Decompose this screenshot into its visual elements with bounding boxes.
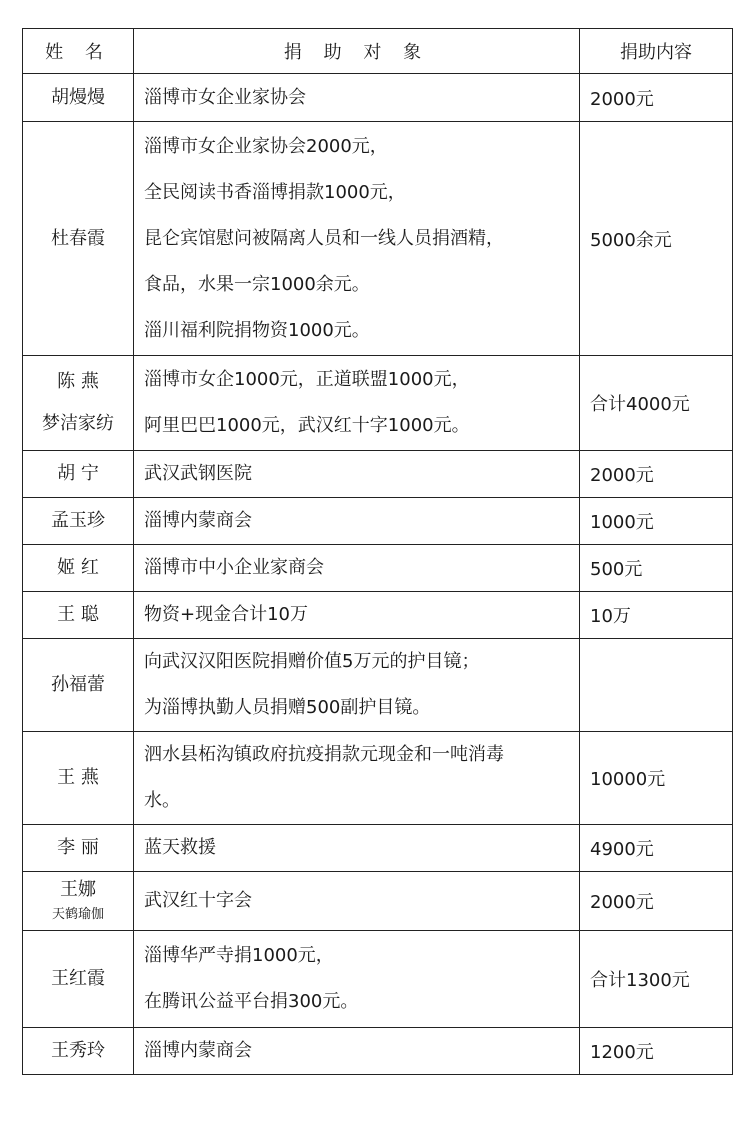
donor-org: 梦洁家纺 bbox=[42, 413, 114, 434]
recipient-line: 水。 bbox=[144, 790, 180, 811]
table-row bbox=[23, 356, 733, 451]
amount-cell: 合计1300元 bbox=[580, 931, 733, 1028]
donor-name-cell bbox=[23, 931, 134, 1028]
amount-cell: 500元 bbox=[580, 545, 733, 592]
table-row bbox=[23, 451, 733, 498]
amount-cell: 10万 bbox=[580, 592, 733, 639]
recipient-line: 在腾讯公益平台捐300元。 bbox=[144, 991, 359, 1012]
recipient-line: 武汉武钢医院 bbox=[144, 463, 252, 484]
header-name: 姓 名 bbox=[23, 29, 134, 74]
table-row bbox=[23, 545, 733, 592]
table-row bbox=[23, 498, 733, 545]
amount-cell: 2000元 bbox=[580, 872, 733, 931]
recipient-line: 淄博内蒙商会 bbox=[144, 1040, 252, 1061]
amount-cell: 10000元 bbox=[580, 732, 733, 825]
donor-name: 杜春霞 bbox=[51, 227, 105, 249]
amount-cell: 1000元 bbox=[580, 498, 733, 545]
recipient-line: 淄博市女企业家协会2000元， bbox=[144, 135, 388, 157]
donor-name: 王娜 bbox=[60, 879, 96, 900]
amount-cell: 2000元 bbox=[580, 74, 733, 122]
donor-name: 李 丽 bbox=[57, 837, 99, 858]
amount-cell: 2000元 bbox=[580, 451, 733, 498]
table-row bbox=[23, 639, 733, 732]
donor-name-cell bbox=[23, 732, 134, 825]
table-row bbox=[23, 122, 733, 356]
amount-cell: 5000余元 bbox=[580, 122, 733, 356]
donor-name: 胡 宁 bbox=[57, 463, 99, 484]
recipient-line: 昆仑宾馆慰问被隔离人员和一线人员捐酒精， bbox=[144, 227, 504, 249]
recipient-line: 向武汉汉阳医院捐赠价值5万元的护目镜； bbox=[144, 651, 480, 672]
header-recipient: 捐 助 对 象 bbox=[134, 29, 580, 74]
donor-name-cell bbox=[23, 451, 134, 498]
table-row bbox=[23, 931, 733, 1028]
amount-cell: 合计4000元 bbox=[580, 356, 733, 451]
recipient-cell bbox=[134, 451, 580, 498]
donor-name: 王秀玲 bbox=[51, 1040, 105, 1061]
recipient-line: 淄博市中小企业家商会 bbox=[144, 557, 324, 578]
donor-name-cell bbox=[23, 592, 134, 639]
recipient-cell bbox=[134, 545, 580, 592]
donor-name-cell bbox=[23, 872, 134, 931]
donor-name-cell bbox=[23, 498, 134, 545]
donor-name: 孟玉珍 bbox=[51, 510, 105, 531]
recipient-cell bbox=[134, 732, 580, 825]
recipient-line: 淄博市女企业家协会 bbox=[144, 86, 306, 108]
table-row bbox=[23, 592, 733, 639]
recipient-line: 淄博华严寺捐1000元， bbox=[144, 945, 334, 966]
donor-name: 胡熳熳 bbox=[51, 86, 105, 108]
donor-name: 姬 红 bbox=[57, 557, 99, 578]
recipient-line: 泗水县柘沟镇政府抗疫捐款元现金和一吨消毒 bbox=[144, 744, 504, 765]
amount-cell: 4900元 bbox=[580, 825, 733, 872]
donor-name: 孙福蕾 bbox=[51, 674, 105, 695]
table-row bbox=[23, 732, 733, 825]
recipient-cell bbox=[134, 639, 580, 732]
recipient-line: 淄博内蒙商会 bbox=[144, 510, 252, 531]
table-row bbox=[23, 1028, 733, 1075]
recipient-line: 淄博市女企1000元，正道联盟1000元， bbox=[144, 369, 470, 390]
recipient-line: 阿里巴巴1000元，武汉红十字1000元。 bbox=[144, 415, 470, 436]
header-row bbox=[23, 29, 733, 74]
recipient-cell bbox=[134, 1028, 580, 1075]
table-row bbox=[23, 872, 733, 931]
donor-name-cell bbox=[23, 825, 134, 872]
recipient-cell bbox=[134, 825, 580, 872]
recipient-line: 全民阅读书香淄博捐款1000元， bbox=[144, 181, 406, 203]
donor-name-cell bbox=[23, 74, 134, 122]
donor-name: 陈 燕 bbox=[57, 371, 99, 392]
table-row bbox=[23, 825, 733, 872]
donor-name: 王红霞 bbox=[51, 968, 105, 989]
recipient-cell bbox=[134, 872, 580, 931]
recipient-line: 物资+现金合计10万 bbox=[144, 604, 308, 625]
recipient-line: 武汉红十字会 bbox=[144, 890, 252, 911]
donor-name-cell bbox=[23, 639, 134, 732]
donor-name-cell bbox=[23, 545, 134, 592]
recipient-line: 食品，水果一宗1000余元。 bbox=[144, 273, 370, 295]
table-row bbox=[23, 74, 733, 122]
recipient-cell bbox=[134, 122, 580, 356]
donor-name: 王 聪 bbox=[57, 604, 99, 625]
amount-cell bbox=[580, 639, 733, 732]
header-amount: 捐助内容 bbox=[580, 29, 733, 74]
recipient-cell bbox=[134, 74, 580, 122]
recipient-line: 蓝天救援 bbox=[144, 837, 216, 858]
donor-org: 天鹤瑜伽 bbox=[51, 907, 104, 922]
donor-name-cell bbox=[23, 1028, 134, 1075]
donor-name-cell bbox=[23, 356, 134, 451]
donor-name: 王 燕 bbox=[57, 767, 99, 788]
recipient-cell bbox=[134, 498, 580, 545]
donation-table bbox=[22, 28, 732, 1075]
donor-name-cell bbox=[23, 122, 134, 356]
recipient-cell bbox=[134, 931, 580, 1028]
recipient-line: 淄川福利院捐物资1000元。 bbox=[144, 319, 370, 341]
amount-cell: 1200元 bbox=[580, 1028, 733, 1075]
recipient-cell bbox=[134, 592, 580, 639]
recipient-cell bbox=[134, 356, 580, 451]
recipient-line: 为淄博执勤人员捐赠500副护目镜。 bbox=[144, 697, 431, 718]
